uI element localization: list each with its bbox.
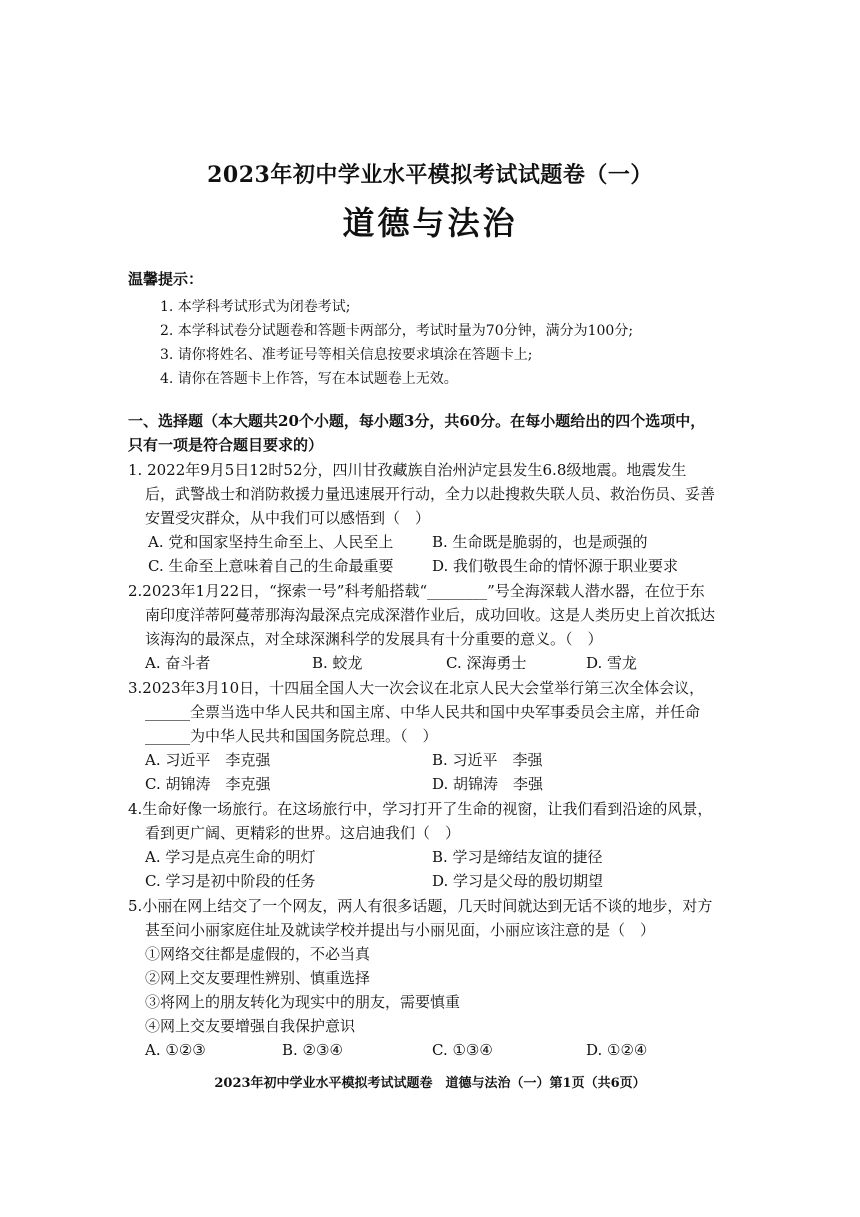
question-5-option-a: A. ①②③ — [145, 1041, 206, 1059]
exam-subject: 道德与法治 — [342, 204, 518, 242]
question-2-option-a: A. 奋斗者 — [145, 654, 211, 672]
question-1-line: 1. 2022年9月5日12时52分，四川甘孜藏族自治州泸定县发生6.8级地震。地震发生 — [128, 461, 687, 479]
question-5-option-d: D. ①②④ — [586, 1041, 648, 1059]
question-4-option-c: C. 学习是初中阶段的任务 — [145, 872, 316, 890]
question-2-line: 2.2023年1月22日，“探索一号”科考船搭载“________”号全海深载人潜水器，在位于东 — [128, 582, 705, 600]
question-5-line: 5.小丽在网上结交了一个网友，两人有很多话题，几天时间就达到无话不谈的地步，对方 — [128, 897, 713, 915]
question-4-option-b: B. 学习是缔结友谊的捷径 — [432, 848, 603, 866]
question-5-statement: ③将网上的朋友转化为现实中的朋友，需要慎重 — [145, 993, 461, 1011]
question-1-option-d: D. 我们敬畏生命的情怀源于职业要求 — [432, 557, 679, 575]
question-3-option-a: A. 习近平 李克强 — [145, 751, 271, 769]
question-4-option-a: A. 学习是点亮生命的明灯 — [145, 848, 316, 866]
question-5-option-c: C. ①③④ — [432, 1041, 493, 1059]
question-5-statement: ④网上交友要增强自我保护意识 — [145, 1017, 356, 1035]
question-3-option-b: B. 习近平 李强 — [432, 751, 543, 769]
question-5-option-b: B. ②③④ — [282, 1041, 343, 1059]
question-4-line: 4.生命好像一场旅行。在这场旅行中，学习打开了生命的视窗，让我们看到沿途的风景， — [128, 800, 713, 818]
question-3-option-c: C. 胡锦涛 李克强 — [145, 775, 271, 793]
question-1-option-a: A. 党和国家坚持生命至上、人民至上 — [148, 533, 394, 551]
section-heading-line2: 只有一项是符合题目要求的） — [128, 436, 324, 454]
question-4-option-d: D. 学习是父母的殷切期望 — [432, 872, 604, 890]
question-1-line: 安置受灾群众，从中我们可以感悟到（ ） — [145, 509, 431, 527]
notice-item: 3. 请你将姓名、准考证号等相关信息按要求填涂在答题卡上; — [160, 347, 533, 363]
question-5-line: 甚至问小丽家庭住址及就读学校并提出与小丽见面，小丽应该注意的是（ ） — [145, 921, 656, 939]
notice-item: 2. 本学科试卷分试题卷和答题卡两部分，考试时量为70分钟，满分为100分; — [160, 323, 634, 339]
question-2-option-b: B. 蛟龙 — [312, 654, 363, 672]
exam-title: 2023年初中学业水平模拟考试试题卷（一） — [207, 162, 653, 188]
question-3-option-d: D. 胡锦涛 李强 — [432, 775, 544, 793]
notice-heading: 温馨提示： — [128, 270, 204, 288]
question-2-line: 该海沟的最深点，对全球深渊科学的发展具有十分重要的意义。（ ） — [145, 630, 603, 648]
section-heading-line1: 一、选择题（本大题共20个小题，每小题3分，共60分。在每小题给出的四个选项中， — [128, 412, 706, 430]
question-1-option-b: B. 生命既是脆弱的，也是顽强的 — [432, 533, 648, 551]
question-5-statement: ①网络交往都是虚假的，不必当真 — [145, 945, 371, 963]
question-3-line: ______为中华人民共和国国务院总理。（ ） — [145, 727, 438, 745]
question-2-option-d: D. 雪龙 — [586, 654, 638, 672]
page-footer: 2023年初中学业水平模拟考试试题卷 道德与法治（一）第1页（共6页） — [214, 1076, 646, 1091]
question-3-line: ______全票当选中华人民共和国主席、中华人民共和国中央军事委员会主席，并任命 — [145, 703, 701, 721]
notice-item: 1. 本学科考试形式为闭卷考试; — [160, 299, 351, 315]
question-5-statement: ②网上交友要理性辨别、慎重选择 — [145, 969, 371, 987]
question-1-line: 后，武警战士和消防救援力量迅速展开行动，全力以赴搜救失联人员、救治伤员、妥善 — [145, 485, 716, 503]
question-4-line: 看到更广阔、更精彩的世界。这启迪我们（ ） — [145, 824, 461, 842]
question-3-line: 3.2023年3月10日，十四届全国人大一次会议在北京人民大会堂举行第三次全体会议， — [128, 679, 705, 697]
question-2-line: 南印度洋蒂阿蔓蒂那海沟最深点完成深潜作业后，成功回收。这是人类历史上首次抵达 — [145, 606, 716, 624]
notice-item: 4. 请你在答题卡上作答，写在本试题卷上无效。 — [160, 371, 458, 387]
question-2-option-c: C. 深海勇士 — [446, 654, 527, 672]
question-1-option-c: C. 生命至上意味着自己的生命最重要 — [148, 557, 394, 575]
